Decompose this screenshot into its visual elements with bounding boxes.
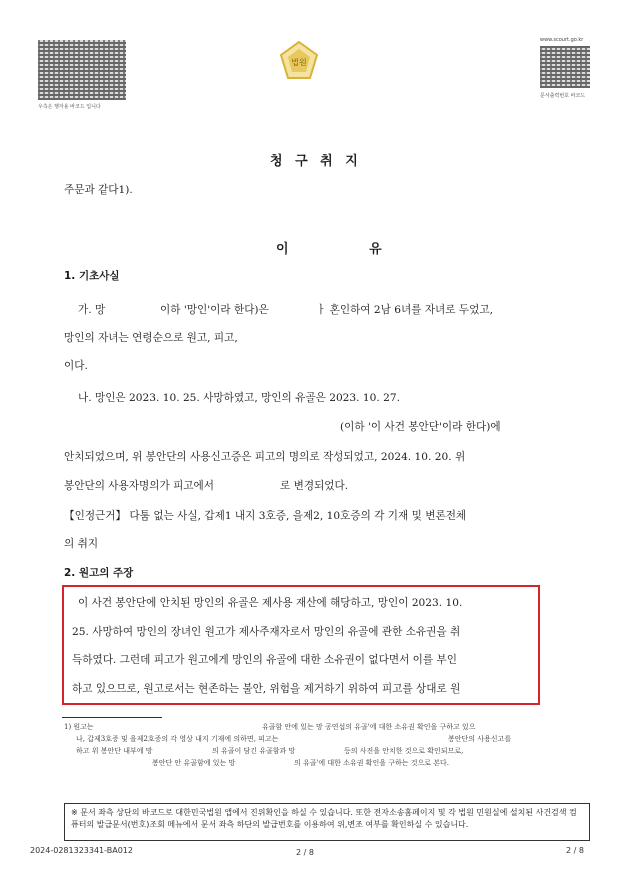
- plaintiff-claim-line: 하고 있으므로, 원고로서는 현존하는 불안, 위험을 제거하기 위하여 피고를 상대로 원: [72, 683, 461, 695]
- claim-title: 청 구 취 지: [270, 154, 362, 169]
- svg-text:법원: 법원: [291, 58, 307, 67]
- footnote-line: 유골함 안에 있는 망 공연섭의 유골'에 대한 소유권 확인을 구하고 있으: [262, 723, 476, 731]
- section-1-line: 이하 '망인'이라 한다)은: [160, 304, 269, 316]
- page-number: 2 / 8: [296, 848, 314, 857]
- section-1-line: ㅏ 혼인하여 2남 6녀를 자녀로 두었고,: [316, 304, 493, 316]
- section-1-line: 망인의 자녀는 연령순으로 원고, 피고,: [64, 332, 238, 344]
- section-1-line: 봉안단의 사용자명의가 피고에서: [64, 480, 215, 492]
- court-emblem-icon: [278, 40, 320, 82]
- footnote-rule: [62, 717, 162, 718]
- section-1-line: 이다.: [64, 360, 88, 372]
- section-1-line: (이하 '이 사건 봉안단'이라 한다)에: [340, 421, 501, 433]
- authenticity-barcode: [38, 40, 126, 100]
- court-url: www.scourt.go.kr: [540, 37, 584, 43]
- plaintiff-claim-line: 이 사건 봉안단에 안치된 망인의 유골은 제사용 재산에 해당하고, 망인이 2023. 10.: [78, 597, 463, 609]
- footnote-line: 봉안단 안 유골함에 있는 망: [152, 759, 236, 767]
- evidence-basis-cont: 의 취지: [64, 538, 99, 550]
- section-1-line: 안치되었으며, 위 봉안단의 사용신고증은 피고의 명의로 작성되었고, 2024. 10. 20. 위: [64, 451, 466, 463]
- footnote-line: 봉안단의 사용신고를: [448, 735, 512, 743]
- footnote-line: 의 유골'에 대한 소유권 확인을 구하는 것으로 본다.: [294, 759, 449, 767]
- section-2-heading: 2. 원고의 주장: [64, 567, 134, 579]
- evidence-basis: 【인정근거】 다툼 없는 사실, 갑제1 내지 3호증, 을제2, 10호증의 각 기재 및 변론전체: [64, 510, 467, 522]
- page-number-right: 2 / 8: [566, 846, 584, 855]
- section-1-heading: 1. 기초사실: [64, 270, 120, 282]
- plaintiff-claim-line: 25. 사망하여 망인의 장녀인 원고가 제사주재자로서 망인의 유골에 관한 소유권을 취: [72, 626, 461, 638]
- verification-notice: ※ 문서 좌측 상단의 바코드로 대한민국법원 앱에서 진위확인을 하실 수 있습니다. 또한 전자소송홈페이지 및 각 법원 민원실에 설치된 사건검색 컴퓨터의 발급문서(번호)조회 메뉴에서 문서 좌측 하단의 발급번호를 이용하여 위,변조 여부를 확인하실 수 있습니다.: [64, 803, 590, 841]
- document-number-barcode: [540, 46, 590, 88]
- footnote-line: 하고 위 봉안단 내부에 망: [76, 747, 153, 755]
- reason-heading: 이 유: [276, 242, 420, 257]
- issuance-number: 2024-0281323341-BA012: [30, 846, 133, 855]
- footnote-line: 등의 사진을 안치한 것으로 확인되므로,: [344, 747, 464, 755]
- footnote-line: 나, 갑제3호증 및 을제2호증의 각 영상 내지 기재에 의하면, 피고는: [76, 735, 279, 743]
- footnote-line: 의 유골이 담긴 유골함과 망: [212, 747, 296, 755]
- right-barcode-caption: 문서출력번호 바코드: [540, 93, 586, 99]
- left-barcode-caption: 우측은 행자용 바코드 입니다: [38, 104, 101, 110]
- footnote-line: 1) 원고는: [64, 723, 94, 731]
- section-1-line: 가. 망: [78, 304, 106, 316]
- section-1-line: 로 변경되었다.: [280, 480, 349, 492]
- section-1-line: 나. 망인은 2023. 10. 25. 사망하였고, 망인의 유골은 2023. 10. 27.: [78, 392, 400, 404]
- plaintiff-claim-line: 득하였다. 그런데 피고가 원고에게 망인의 유골에 대한 소유권이 없다면서 이를 부인: [72, 654, 457, 666]
- claim-text: 주문과 같다1).: [64, 184, 133, 196]
